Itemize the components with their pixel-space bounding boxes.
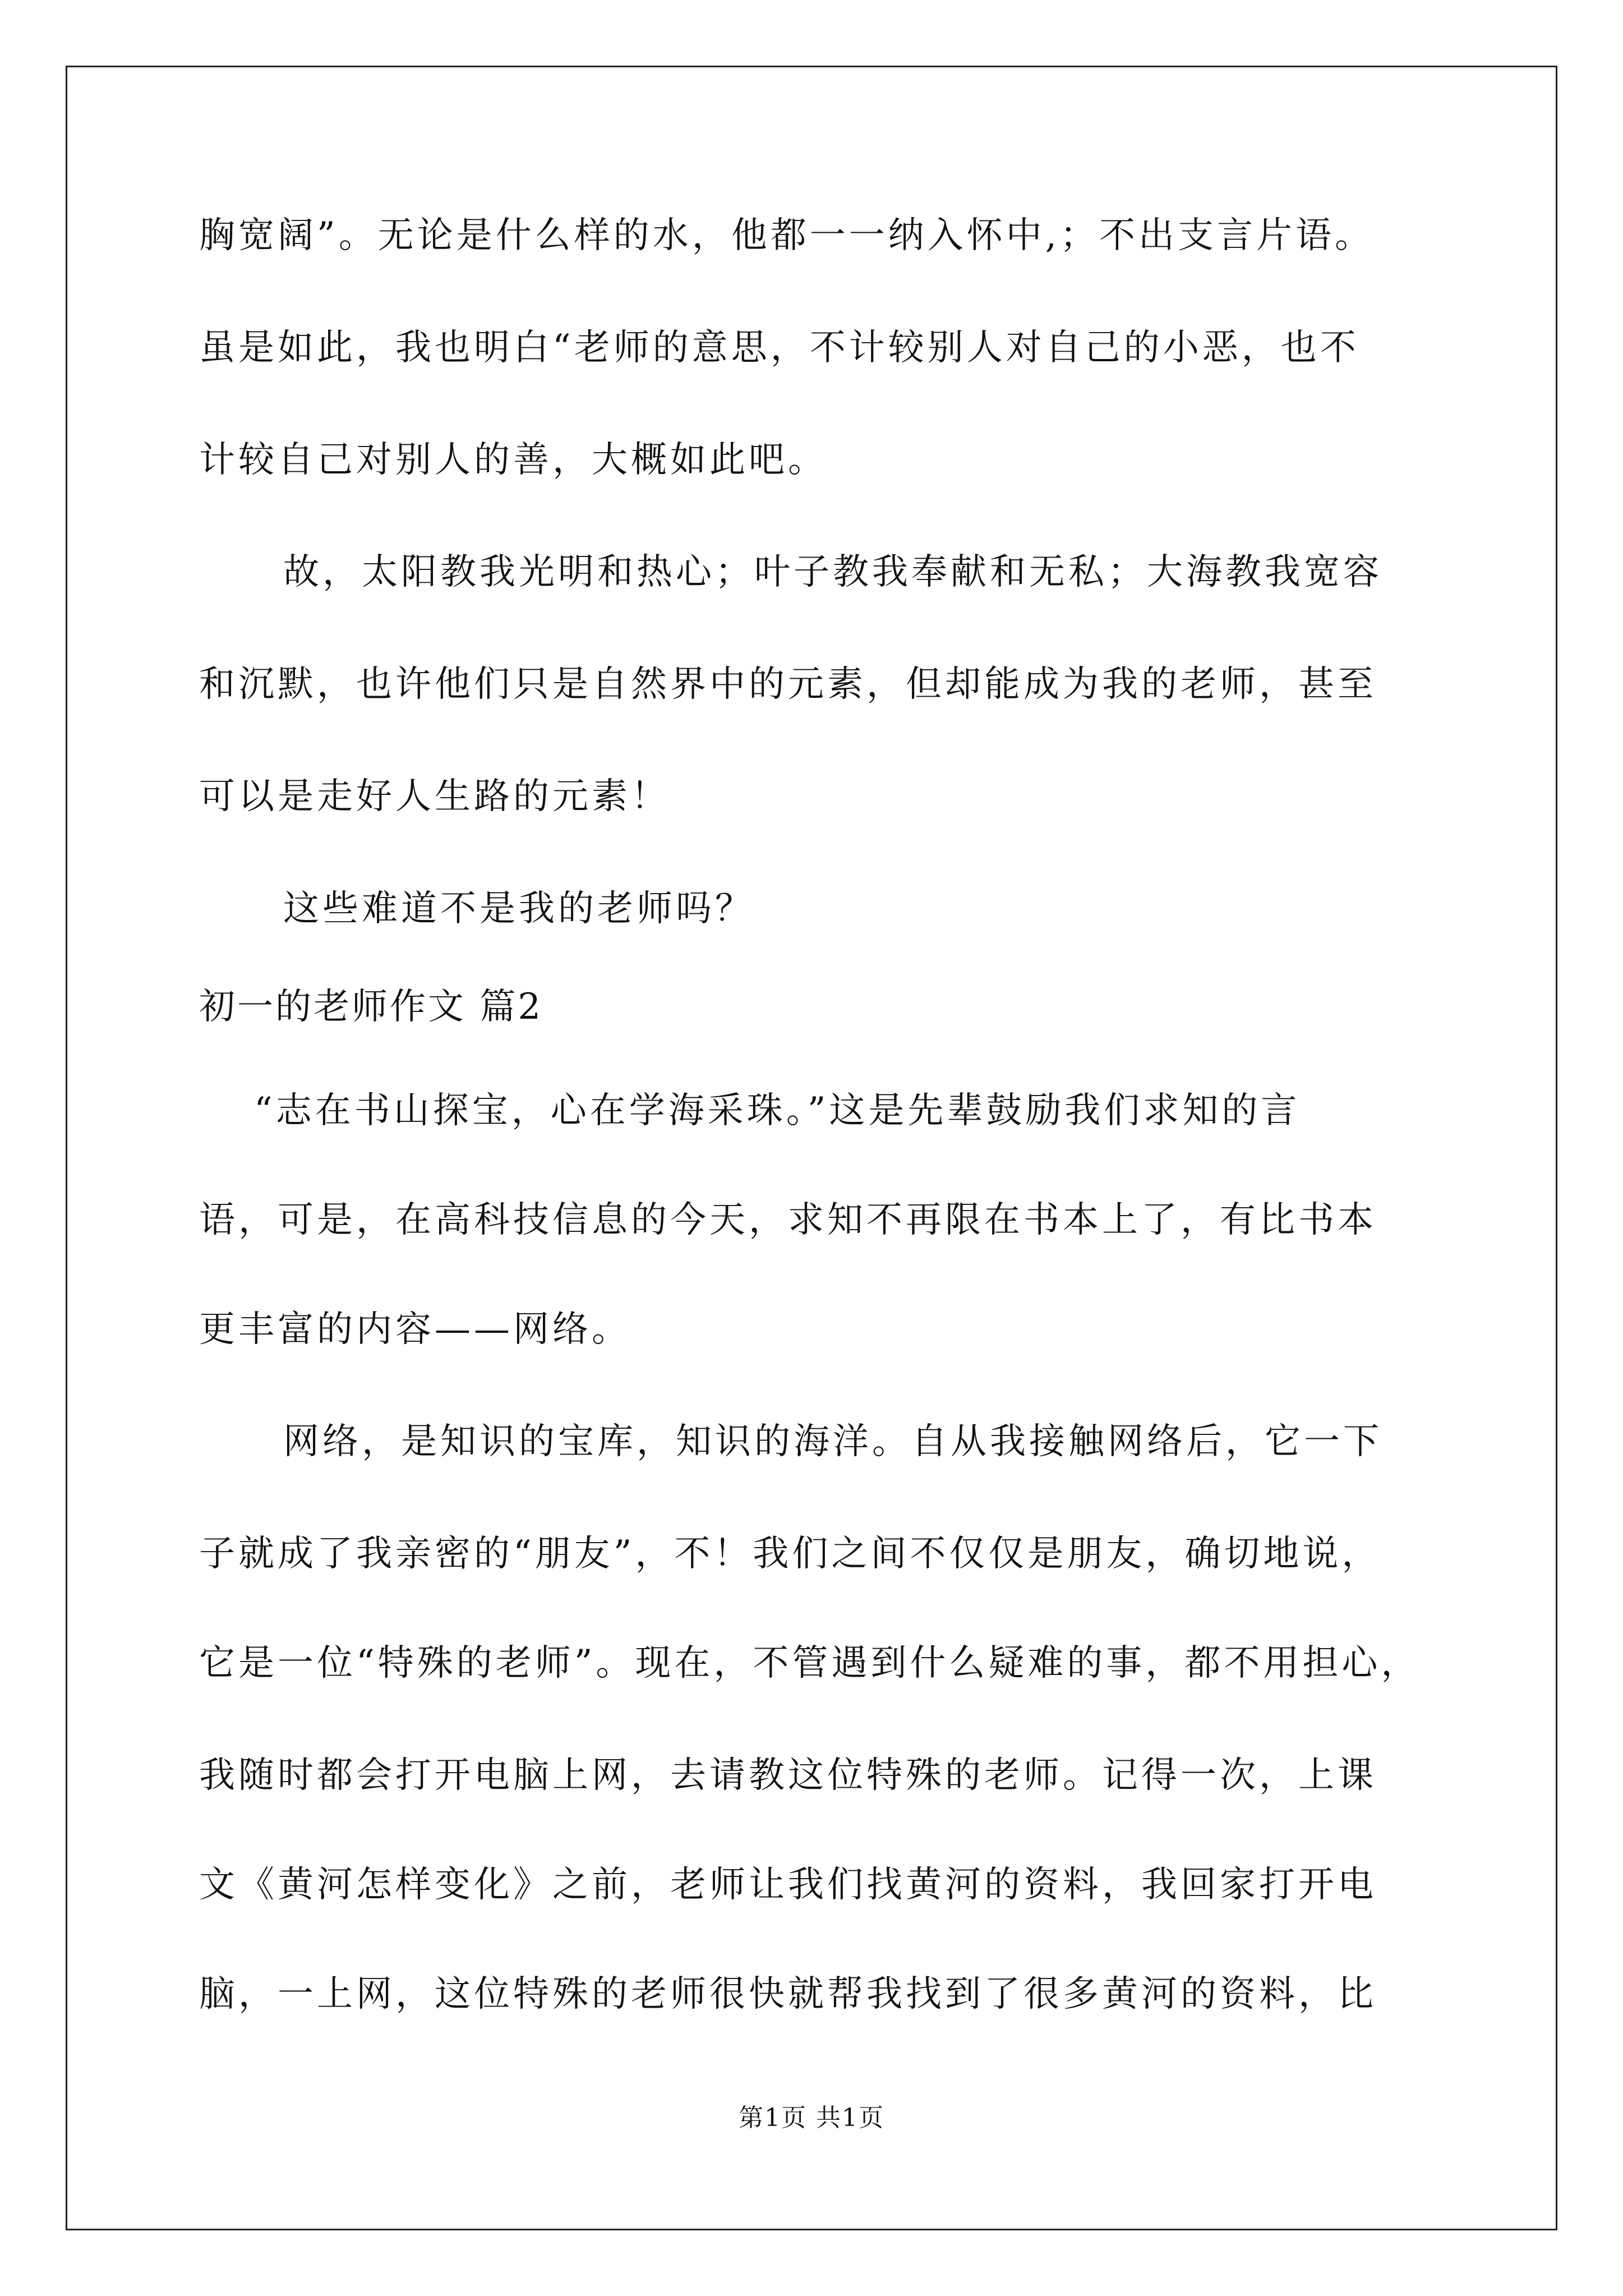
- paragraph-first-line: 故，太阳教我光明和热心；叶子教我奉献和无私；大海教我宽容: [283, 551, 1382, 593]
- text-line: 计较自己对别人的善，大概如此吧。: [199, 439, 827, 481]
- text-line: 虽是如此，我也明白“老师的意思，不计较别人对自己的小恶，也不: [199, 327, 1359, 369]
- text-line: 文《黄河怎样变化》之前，老师让我们找黄河的资料，我回家打开电: [199, 1864, 1377, 1906]
- text-line: 更丰富的内容——网络。: [199, 1309, 631, 1350]
- text-line: 胸宽阔”。无论是什么样的水，他都一一纳入怀中,；不出支言片语。: [199, 215, 1375, 256]
- paragraph-first-line: 网络，是知识的宝库，知识的海洋。自从我接触网络后，它一下: [283, 1421, 1382, 1462]
- section-heading: 初一的老师作文 篇2: [199, 986, 543, 1028]
- text-line: 可以是走好人生路的元素！: [199, 776, 670, 817]
- paragraph-first-line: “志在书山探宝，心在学海采珠。”这是先辈鼓励我们求知的言: [254, 1090, 1301, 1131]
- text-line: 语，可是，在高科技信息的今天，求知不再限在书本上了，有比书本: [199, 1199, 1377, 1241]
- paragraph-first-line: 这些难道不是我的老师吗？: [283, 888, 754, 930]
- text-line: 子就成了我亲密的“朋友”，不！我们之间不仅仅是朋友，确切地说，: [199, 1533, 1381, 1575]
- page-number-footer: 第1页 共1页: [739, 2104, 884, 2132]
- text-line: 脑，一上网，这位特殊的老师很快就帮我找到了很多黄河的资料，比: [199, 1973, 1377, 2015]
- text-line: 它是一位“特殊的老师”。现在，不管遇到什么疑难的事，都不用担心，: [199, 1642, 1421, 1684]
- text-line: 我随时都会打开电脑上网，去请教这位特殊的老师。记得一次，上课: [199, 1755, 1377, 1796]
- text-line: 和沉默，也许他们只是自然界中的元素，但却能成为我的老师，甚至: [199, 664, 1377, 705]
